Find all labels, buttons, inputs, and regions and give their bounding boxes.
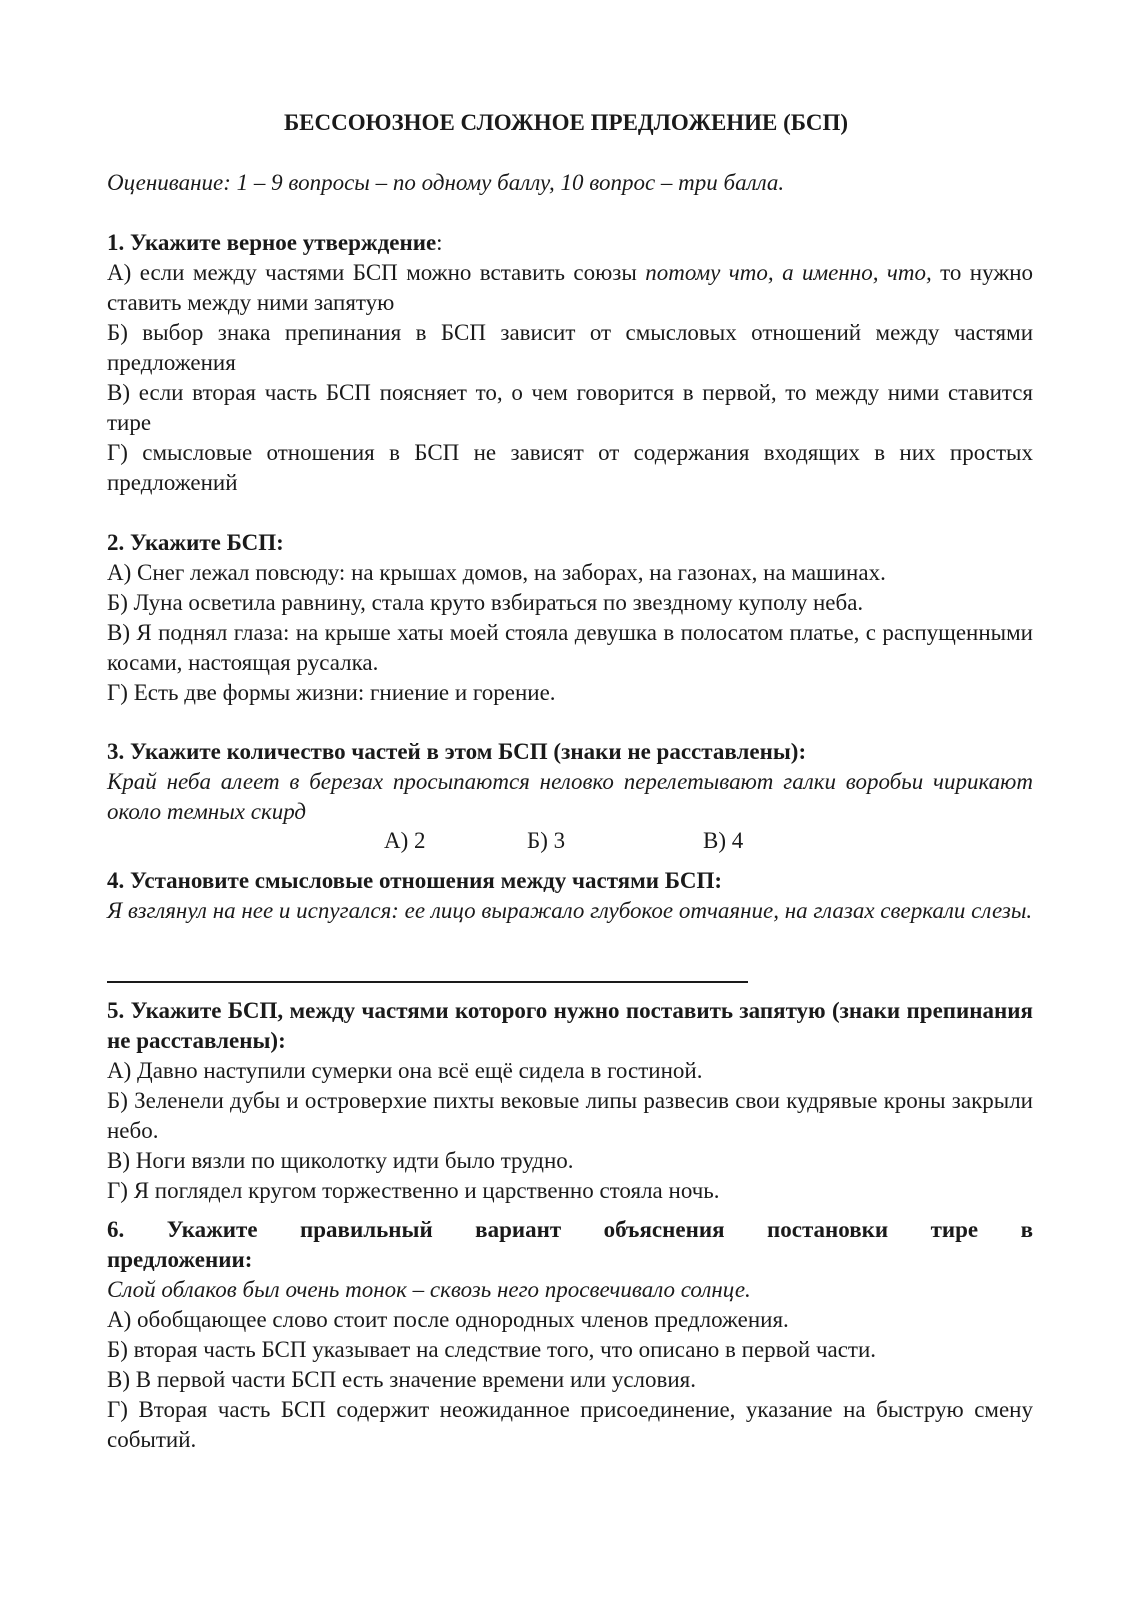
answer-line — [107, 981, 748, 983]
question-3-options — [0, 826, 1132, 856]
question-2-option-b: Б) Луна осветила равнину, стала круто взбираться по звездному куполу неба. — [107, 590, 864, 615]
question-6 — [107, 1215, 1033, 1455]
question-3-option-b: Б) 3 — [527, 828, 566, 853]
question-5-option-c: В) Ноги вязли по щиколотку идти было трудно. — [107, 1148, 574, 1173]
question-2-option-a: А) Снег лежал повсюду: на крышах домов, на заборах, на газонах, на машинах. — [107, 560, 886, 585]
question-3-option-a: А) 2 — [384, 828, 426, 853]
question-2-option-d: Г) Есть две формы жизни: гниение и горение. — [107, 680, 556, 705]
question-5 — [107, 996, 1033, 1206]
question-1-heading: 1. Укажите верное утверждение: — [107, 230, 443, 255]
question-2-option-c: В) Я поднял глаза: на крыше хаты моей стояла девушка в полосатом платье, с распущенными косами, настоящая русалка. — [107, 620, 1033, 675]
document-title: БЕССОЮЗНОЕ СЛОЖНОЕ ПРЕДЛОЖЕНИЕ (БСП) — [283, 110, 849, 135]
question-5-option-a: А) Давно наступили сумерки она всё ещё сидела в гостиной. — [107, 1058, 703, 1083]
question-3-option-c: В) 4 — [703, 828, 744, 853]
question-4-sentence: Я взглянул на нее и испугался: ее лицо выражало глубокое отчаяние, на глазах сверкали слезы. — [107, 898, 1033, 923]
question-4-heading: 4. Установите смысловые отношения между частями БСП: — [107, 868, 723, 893]
question-1-option-b: Б) выбор знака препинания в БСП зависит от смысловых отношений между частями предложения — [107, 320, 1033, 375]
question-4 — [107, 866, 1033, 926]
question-2 — [107, 528, 1033, 708]
question-3 — [107, 737, 1033, 827]
grading-note: Оценивание: 1 – 9 вопросы – по одному баллу, 10 вопрос – три балла. — [107, 170, 785, 195]
question-6-sentence: Слой облаков был очень тонок – сквозь него просвечивало солнце. — [107, 1277, 751, 1302]
question-6-option-c: В) В первой части БСП есть значение времени или условия. — [107, 1367, 697, 1392]
question-3-sentence: Край неба алеет в березах просыпаются неловко перелетывают галки воробьи чирикают около темных скирд — [107, 769, 1033, 824]
question-5-heading: 5. Укажите БСП, между частями которого нужно поставить запятую (знаки препинания не расставлены): — [107, 998, 1033, 1053]
question-1-option-d: Г) смысловые отношения в БСП не зависят от содержания входящих в них простых предложений — [107, 440, 1033, 495]
question-1-option-a: А) если между частями БСП можно вставить союзы потому что, а именно, что, то нужно ставить между ними запятую — [107, 260, 1034, 315]
question-3-heading: 3. Укажите количество частей в этом БСП (знаки не расставлены): — [107, 739, 807, 764]
question-6-option-d: Г) Вторая часть БСП содержит неожиданное присоединение, указание на быструю смену событий. — [107, 1397, 1033, 1452]
question-6-option-a: А) обобщающее слово стоит после однородных членов предложения. — [107, 1307, 789, 1332]
question-2-heading: 2. Укажите БСП: — [107, 530, 284, 555]
question-6-heading-cont: предложении: — [107, 1247, 253, 1272]
question-6-heading: 6. Укажите правильный вариант объяснения постановки тире в — [107, 1217, 1033, 1242]
question-1 — [107, 228, 1033, 498]
question-5-option-b: Б) Зеленели дубы и островерхие пихты вековые липы развесив свои кудрявые кроны закрыли небо. — [107, 1088, 1033, 1143]
question-6-option-b: Б) вторая часть БСП указывает на следствие того, что описано в первой части. — [107, 1337, 877, 1362]
question-1-option-c: В) если вторая часть БСП поясняет то, о чем говорится в первой, то между ними ставится тире — [107, 380, 1033, 435]
question-5-option-d: Г) Я поглядел кругом торжественно и царственно стояла ночь. — [107, 1178, 720, 1203]
